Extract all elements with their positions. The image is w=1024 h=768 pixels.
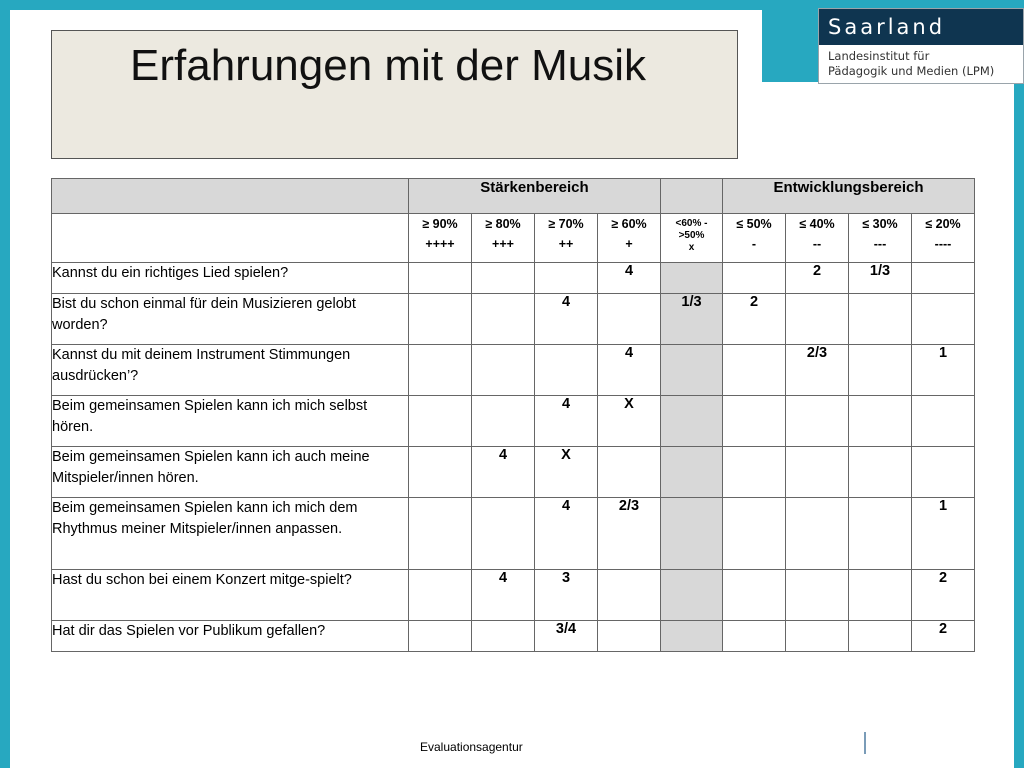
value-cell xyxy=(849,621,912,652)
value-cell: 2/3 xyxy=(598,498,661,570)
level-50-60: <60% - >50% x xyxy=(661,214,723,263)
value-cell xyxy=(409,294,472,345)
value-cell: 4 xyxy=(472,570,535,621)
value-cell xyxy=(409,621,472,652)
value-cell: 1/3 xyxy=(849,263,912,294)
level-40: ≤ 40% -- xyxy=(786,214,849,263)
value-cell xyxy=(912,294,975,345)
group-header-row xyxy=(52,179,975,214)
table-row xyxy=(52,396,975,447)
question-cell: Beim gemeinsamen Spielen kann ich mich dem Rhythmus meiner Mitspieler/innen anpassen. xyxy=(52,498,409,570)
value-cell xyxy=(723,345,786,396)
value-cell xyxy=(472,263,535,294)
value-cell xyxy=(535,345,598,396)
level-90: ≥ 90% ++++ xyxy=(409,214,472,263)
value-cell xyxy=(723,570,786,621)
value-cell xyxy=(472,498,535,570)
value-cell xyxy=(849,294,912,345)
table-row xyxy=(52,621,975,652)
header-entwicklungsbereich: Entwicklungsbereich xyxy=(723,179,975,214)
value-cell xyxy=(409,447,472,498)
value-cell: 2 xyxy=(786,263,849,294)
value-cell: 3 xyxy=(535,570,598,621)
level-20: ≤ 20% ---- xyxy=(912,214,975,263)
value-cell xyxy=(723,498,786,570)
value-cell: 2 xyxy=(723,294,786,345)
question-cell: Hast du schon bei einem Konzert mitge-spielt? xyxy=(52,570,409,621)
value-cell xyxy=(849,396,912,447)
value-cell xyxy=(786,396,849,447)
question-cell: Kannst du mit deinem Instrument Stimmungen ausdrücken’? xyxy=(52,345,409,396)
value-cell: 4 xyxy=(535,396,598,447)
question-cell: Hat dir das Spielen vor Publikum gefallen? xyxy=(52,621,409,652)
value-cell: 2/3 xyxy=(786,345,849,396)
value-cell xyxy=(786,498,849,570)
value-cell xyxy=(661,498,723,570)
value-cell xyxy=(409,263,472,294)
table-row xyxy=(52,447,975,498)
level-80: ≥ 80% +++ xyxy=(472,214,535,263)
value-cell xyxy=(661,396,723,447)
value-cell: 4 xyxy=(598,263,661,294)
value-cell: 4 xyxy=(472,447,535,498)
value-cell xyxy=(723,447,786,498)
value-cell xyxy=(598,294,661,345)
level-50: ≤ 50% - xyxy=(723,214,786,263)
value-cell xyxy=(661,447,723,498)
level-header-blank xyxy=(52,214,409,263)
value-cell xyxy=(598,570,661,621)
value-cell xyxy=(661,345,723,396)
value-cell xyxy=(661,621,723,652)
value-cell: 4 xyxy=(535,498,598,570)
value-cell xyxy=(409,570,472,621)
value-cell xyxy=(912,396,975,447)
value-cell: 4 xyxy=(598,345,661,396)
value-cell xyxy=(849,498,912,570)
page-title: Erfahrungen mit der Musik xyxy=(130,41,646,90)
value-cell: 1/3 xyxy=(661,294,723,345)
logo-line-1: Landesinstitut für xyxy=(828,49,930,63)
footer-label: Evaluationsagentur xyxy=(420,740,523,754)
value-cell xyxy=(849,447,912,498)
logo-name: Saarland xyxy=(819,9,1023,45)
value-cell xyxy=(786,447,849,498)
header-blank xyxy=(52,179,409,214)
value-cell xyxy=(723,263,786,294)
value-cell xyxy=(598,447,661,498)
table-body xyxy=(52,263,975,652)
value-cell xyxy=(472,396,535,447)
value-cell: 1 xyxy=(912,345,975,396)
level-60: ≥ 60% + xyxy=(598,214,661,263)
level-30: ≤ 30% --- xyxy=(849,214,912,263)
table-row xyxy=(52,570,975,621)
value-cell xyxy=(723,621,786,652)
question-cell: Beim gemeinsamen Spielen kann ich auch meine Mitspieler/innen hören. xyxy=(52,447,409,498)
value-cell xyxy=(535,263,598,294)
value-cell: X xyxy=(535,447,598,498)
value-cell xyxy=(786,294,849,345)
value-cell xyxy=(598,621,661,652)
logo-line-2: Pädagogik und Medien (LPM) xyxy=(828,64,995,78)
table-row xyxy=(52,498,975,570)
value-cell xyxy=(409,498,472,570)
level-70: ≥ 70% ++ xyxy=(535,214,598,263)
value-cell: 1 xyxy=(912,498,975,570)
value-cell: 2 xyxy=(912,570,975,621)
value-cell xyxy=(912,263,975,294)
header-middle-blank xyxy=(661,179,723,214)
value-cell xyxy=(786,621,849,652)
value-cell xyxy=(661,263,723,294)
value-cell xyxy=(472,621,535,652)
value-cell xyxy=(723,396,786,447)
value-cell xyxy=(472,294,535,345)
table-row xyxy=(52,263,975,294)
value-cell xyxy=(409,345,472,396)
level-header-row xyxy=(52,214,975,263)
value-cell: 2 xyxy=(912,621,975,652)
value-cell xyxy=(849,570,912,621)
footer-divider xyxy=(864,732,866,754)
table-row xyxy=(52,294,975,345)
value-cell: 3/4 xyxy=(535,621,598,652)
title-box xyxy=(51,30,738,159)
question-cell: Bist du schon einmal für dein Musizieren gelobt worden? xyxy=(52,294,409,345)
value-cell: X xyxy=(598,396,661,447)
table-row xyxy=(52,345,975,396)
value-cell xyxy=(849,345,912,396)
value-cell xyxy=(409,396,472,447)
evaluation-table xyxy=(51,178,975,652)
question-cell: Beim gemeinsamen Spielen kann ich mich selbst hören. xyxy=(52,396,409,447)
value-cell xyxy=(472,345,535,396)
saarland-lpm-logo xyxy=(818,8,1024,84)
value-cell xyxy=(912,447,975,498)
header-staerkenbereich: Stärkenbereich xyxy=(409,179,661,214)
value-cell xyxy=(786,570,849,621)
value-cell xyxy=(661,570,723,621)
value-cell: 4 xyxy=(535,294,598,345)
question-cell: Kannst du ein richtiges Lied spielen? xyxy=(52,263,409,294)
